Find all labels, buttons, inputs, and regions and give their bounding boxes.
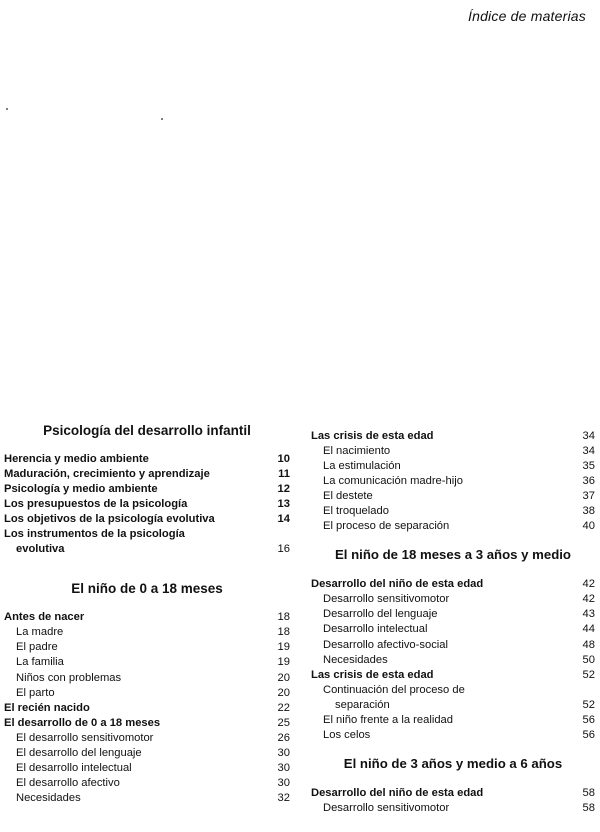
toc-entry: La estimulación 35 xyxy=(323,460,595,473)
toc-entry: El parto 20 xyxy=(16,686,290,699)
toc-entry: Desarrollo del lenguaje 43 xyxy=(323,608,595,621)
speck-mark xyxy=(161,118,163,120)
toc-entry: La madre 18 xyxy=(16,626,290,639)
toc-list xyxy=(311,429,595,534)
toc-entry: El desarrollo de 0 a 18 meses 25 xyxy=(4,716,290,729)
toc-entry: evolutiva 16 xyxy=(16,543,290,556)
toc-entry: Necesidades 50 xyxy=(323,653,595,666)
toc-entry: Continuación del proceso de xyxy=(323,683,465,696)
toc-entry: separación 52 xyxy=(335,698,595,711)
toc-entry: Necesidades 32 xyxy=(16,791,290,804)
toc-entry: El troquelado 38 xyxy=(323,505,595,518)
toc-list xyxy=(311,786,595,816)
toc-entry: El proceso de separación 40 xyxy=(323,520,595,533)
toc-list xyxy=(311,577,595,743)
toc-entry: El desarrollo sensitivomotor 26 xyxy=(16,731,290,744)
toc-list xyxy=(4,452,290,557)
toc-entry: Desarrollo sensitivomotor 58 xyxy=(323,801,595,814)
toc-entry: El destete 37 xyxy=(323,490,595,503)
section-heading: El niño de 0 a 18 meses xyxy=(71,581,223,597)
toc-entry: El niño frente a la realidad 56 xyxy=(323,713,595,726)
toc-entry: Los instrumentos de la psicología xyxy=(4,528,185,541)
toc-entry: Psicología y medio ambiente 12 xyxy=(4,483,290,496)
toc-left-column xyxy=(4,422,290,806)
section-heading: El niño de 18 meses a 3 años y medio xyxy=(334,547,571,563)
toc-right-column xyxy=(311,429,595,816)
toc-entry: El nacimiento 34 xyxy=(323,445,595,458)
toc-entry: Las crisis de esta edad 34 xyxy=(311,430,595,442)
toc-entry: Los objetivos de la psicología evolutiva 14 xyxy=(4,513,290,526)
toc-entry: Maduración, crecimiento y aprendizaje 11 xyxy=(4,468,290,481)
toc-entry: Antes de nacer 18 xyxy=(4,611,290,624)
toc-entry: El desarrollo intelectual 30 xyxy=(16,761,290,774)
toc-entry: El padre 19 xyxy=(16,641,290,654)
toc-entry: La comunicación madre-hijo 36 xyxy=(323,475,595,488)
toc-entry: Herencia y medio ambiente 10 xyxy=(4,453,290,465)
toc-entry: La familia 19 xyxy=(16,656,290,669)
toc-entry: El desarrollo del lenguaje 30 xyxy=(16,746,290,759)
section-heading: Psicología del desarrollo infantil xyxy=(43,423,251,438)
toc-entry: Desarrollo intelectual 44 xyxy=(323,623,595,636)
speck-mark xyxy=(6,108,8,110)
toc-entry: Desarrollo del niño de esta edad 58 xyxy=(311,786,595,799)
toc-entry: Las crisis de esta edad 52 xyxy=(311,668,595,681)
toc-entry: El desarrollo afectivo 30 xyxy=(16,776,290,789)
toc-entry: Los presupuestos de la psicología 13 xyxy=(4,498,290,511)
toc-entry: Desarrollo sensitivomotor 42 xyxy=(323,593,595,606)
toc-entry: Los celos 56 xyxy=(323,728,595,741)
section-heading: El niño de 3 años y medio a 6 años xyxy=(343,755,563,771)
toc-list xyxy=(4,610,290,806)
toc-entry: Niños con problemas 20 xyxy=(16,671,290,684)
toc-entry: El recién nacido 22 xyxy=(4,701,290,714)
toc-entry: Desarrollo del niño de esta edad 42 xyxy=(311,578,595,591)
toc-entry: Desarrollo afectivo-social 48 xyxy=(323,638,595,651)
page-header-title: Índice de materias xyxy=(468,8,586,24)
